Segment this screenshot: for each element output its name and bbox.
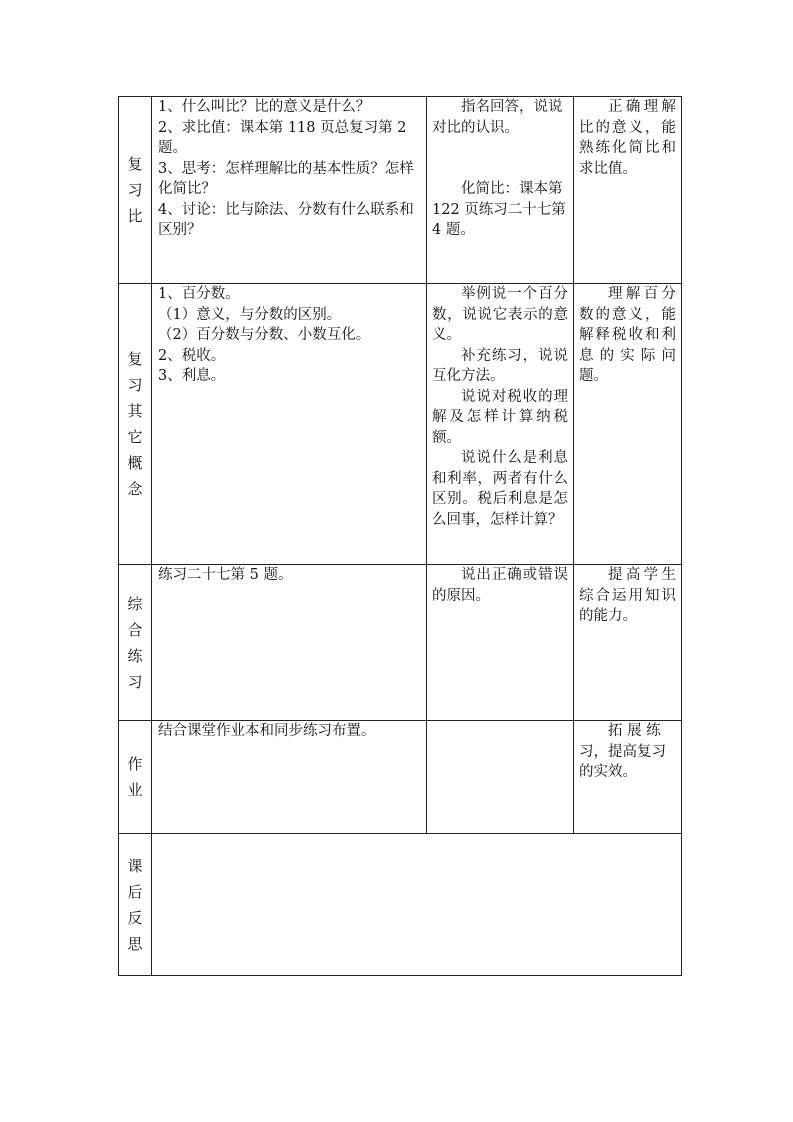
content-line: 1、什么叫比？比的意义是什么？ — [158, 99, 371, 115]
goal-cell — [574, 284, 682, 565]
table-row-homework — [119, 721, 682, 834]
table-row-review-concepts — [119, 284, 682, 565]
content-cell — [152, 97, 427, 284]
content-line: 2、税收。 — [158, 347, 226, 364]
content-line: 2、求比值：课本第 118 页总复习第 2 题。 — [158, 119, 407, 156]
activity-cell — [427, 97, 574, 284]
row-label: 综合练习 — [127, 594, 143, 691]
content-cell — [152, 565, 427, 721]
activity-line: 指名回答，说说对比的认识。 — [432, 99, 563, 136]
table-row-reflection — [119, 834, 682, 976]
table-row-comprehensive-practice — [119, 565, 682, 721]
goal-text: 理解百分数的意义，能解释税收和利息的实际问题。 — [579, 286, 676, 384]
content-line: 4、讨论：比与除法、分数有什么联系和区别？ — [158, 201, 414, 238]
activity-line: 举例说一个百分数，说说它表示的意义。 — [432, 286, 568, 343]
activity-cell — [427, 284, 574, 565]
goal-cell — [574, 565, 682, 721]
row-label: 课后反思 — [127, 856, 143, 953]
goal-cell — [574, 721, 682, 834]
row-label-cell — [119, 284, 152, 565]
goal-text: 正确理解比的意义，能熟练化简比和求比值。 — [579, 99, 676, 177]
row-label-cell — [119, 97, 152, 284]
goal-cell — [574, 97, 682, 284]
activity-line: 补充练习，说说互化方法。 — [432, 347, 568, 384]
row-label: 复习比 — [127, 155, 143, 225]
content-line: 1、百分数。 — [158, 286, 240, 302]
row-label: 复习其它概念 — [127, 350, 143, 498]
content-line: 3、思考：怎样理解比的基本性质？怎样化简比？ — [158, 160, 414, 197]
reflection-cell — [152, 834, 682, 976]
content-line: 3、利息。 — [158, 368, 226, 384]
content-line: 练习二十七第 5 题。 — [158, 567, 293, 583]
row-label-cell — [119, 721, 152, 834]
activity-cell — [427, 721, 574, 834]
activity-line: 说说对税收的理解及怎样计算纳税额。 — [432, 388, 568, 446]
goal-text: 提高学生综合运用知识的能力。 — [579, 567, 676, 624]
activity-line: 化简比：课本第 122 页练习二十七第 4 题。 — [432, 181, 566, 238]
lesson-plan-table — [118, 96, 682, 976]
activity-cell — [427, 565, 574, 721]
activity-line: 说说什么是利息和利率，两者有什么区别。税后利息是怎么回事，怎样计算？ — [432, 450, 568, 528]
content-line: 结合课堂作业本和同步练习布置。 — [158, 723, 376, 739]
table-row-review-ratio — [119, 97, 682, 284]
row-label-cell — [119, 565, 152, 721]
content-line: （1）意义，与分数的区别。 — [158, 306, 342, 323]
content-cell — [152, 284, 427, 565]
content-line: （2）百分数与分数、小数互化。 — [158, 327, 371, 343]
activity-line: 说出正确或错误的原因。 — [432, 567, 568, 604]
content-cell — [152, 721, 427, 834]
goal-text: 拓 展 练 习，提高复习的实效。 — [579, 723, 666, 780]
row-label: 作业 — [127, 755, 143, 799]
row-label-cell — [119, 834, 152, 976]
